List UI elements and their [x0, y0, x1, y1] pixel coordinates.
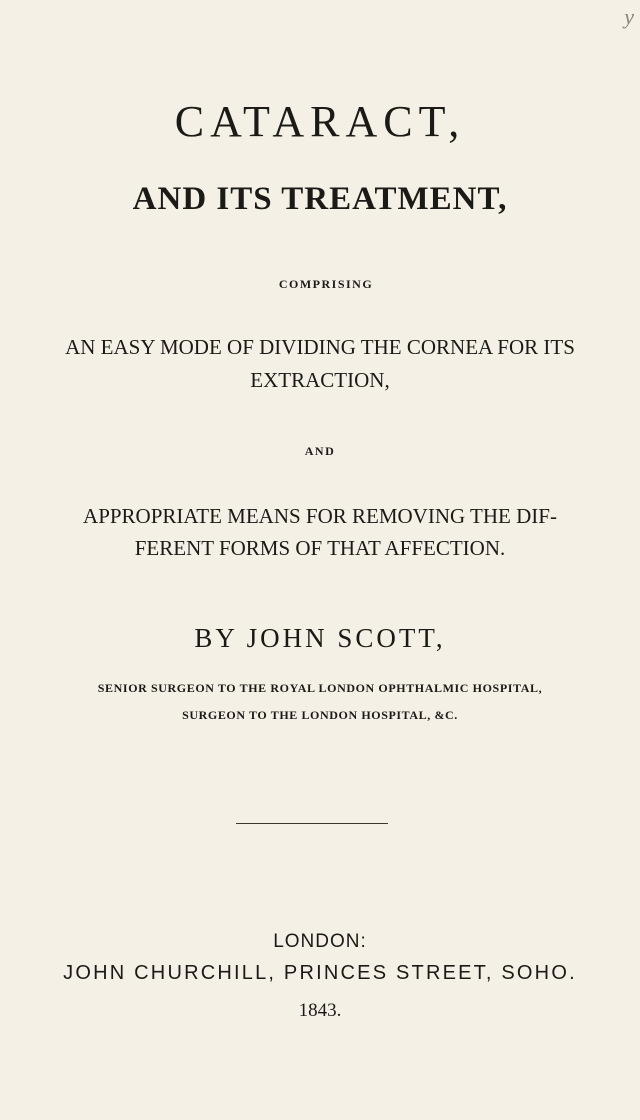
description-1-line-2: EXTRACTION,: [250, 368, 390, 392]
imprint-city: LONDON:: [273, 931, 367, 952]
book-subtitle: AND ITS TREATMENT,: [132, 181, 508, 217]
and-label: AND: [304, 444, 336, 458]
description-2-line-1: APPROPRIATE MEANS FOR REMOVING THE DIF-: [83, 504, 557, 528]
imprint-year: 1843.: [298, 1000, 342, 1021]
author-byline: BY JOHN SCOTT,: [194, 623, 446, 653]
corner-pencil-mark: y: [624, 4, 634, 29]
description-1-line-1: AN EASY MODE OF DIVIDING THE CORNEA FOR ITS: [65, 335, 575, 359]
author-affiliation-1: SENIOR SURGEON TO THE ROYAL LONDON OPHTHALMIC HOSPITAL,: [97, 681, 543, 695]
divider-rule: [236, 823, 388, 824]
imprint-publisher: JOHN CHURCHILL, PRINCES STREET, SOHO.: [63, 962, 577, 984]
book-title: CATARACT,: [174, 97, 466, 146]
author-affiliation-2: SURGEON TO THE LONDON HOSPITAL, &C.: [182, 708, 458, 722]
description-2-line-2: FERENT FORMS OF THAT AFFECTION.: [134, 536, 506, 560]
comprising-label: COMPRISING: [278, 277, 374, 291]
